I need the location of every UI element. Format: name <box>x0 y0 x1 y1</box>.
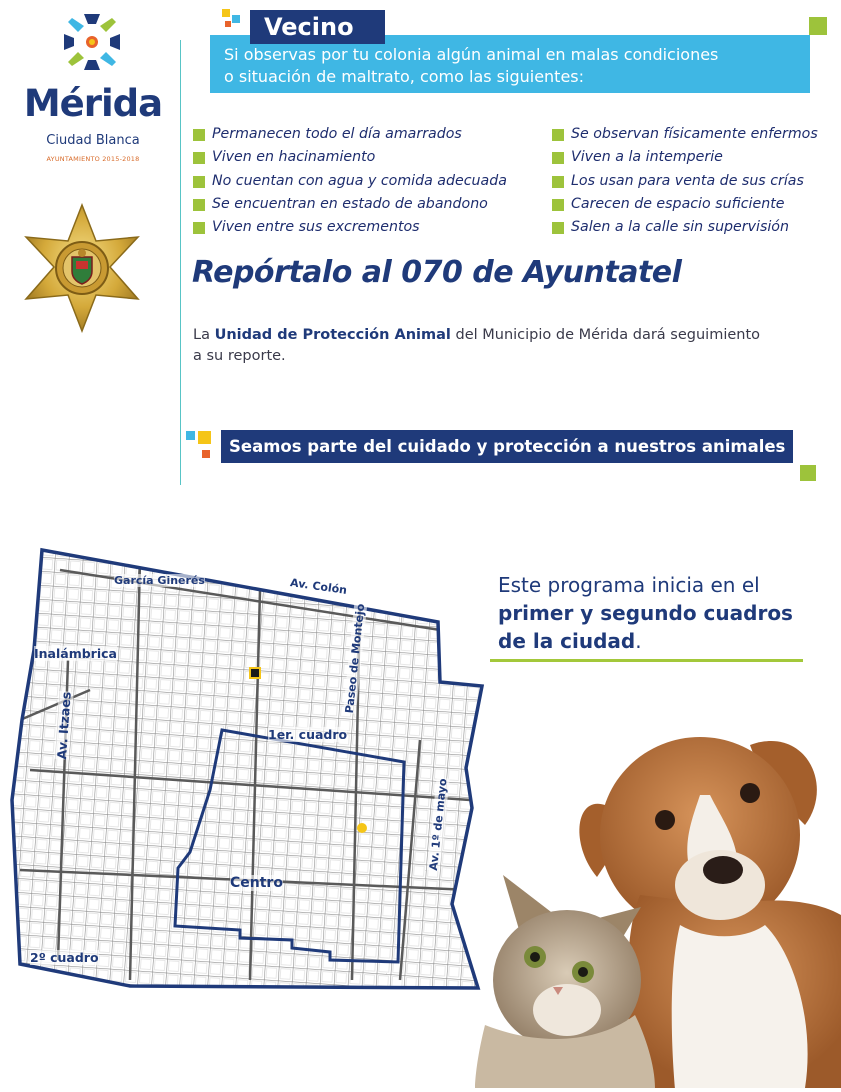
map-label-garcia-gineres: García Ginerés <box>114 574 205 587</box>
vertical-divider <box>180 40 181 485</box>
deco-square-yellow <box>222 9 230 17</box>
condition-item: Viven entre sus excrementos <box>193 219 420 235</box>
condition-item: Permanecen todo el día amarrados <box>193 126 462 142</box>
map-label-av-itzaes: Av. Itzaes <box>54 691 74 760</box>
condition-item: Se encuentran en estado de abandono <box>193 196 488 212</box>
map-label-segundo-cuadro: 2º cuadro <box>30 950 99 965</box>
bullet-square-icon <box>193 222 205 234</box>
program-underline <box>490 659 803 662</box>
unit-paragraph: La Unidad de Protección Animal del Municipio de Mérida dará seguimiento a su reporte. <box>193 327 761 364</box>
city-logo-icon <box>62 12 122 72</box>
bullet-square-icon <box>552 176 564 188</box>
map-label-inalambrica: Inalámbrica <box>34 646 117 661</box>
police-star-badge-icon <box>24 203 140 333</box>
deco-square-lime-2 <box>800 465 816 481</box>
condition-item: Los usan para venta de sus crías <box>552 173 804 189</box>
intro-text <box>224 44 809 88</box>
vecino-tab: Vecino <box>250 10 385 44</box>
deco-square-orange-2 <box>202 450 210 458</box>
slogan-banner: Seamos parte del cuidado y protección a nuestros animales <box>221 430 793 463</box>
bullet-square-icon <box>193 152 205 164</box>
program-text: Este programa inicia en el primer y segundo cuadros de la ciudad. <box>498 573 793 653</box>
condition-item: Viven a la intemperie <box>552 149 723 165</box>
brand-period: AYUNTAMIENTO 2015-2018 <box>46 155 140 163</box>
bullet-square-icon <box>552 129 564 141</box>
deco-square-orange <box>225 21 231 27</box>
map-label-av-1-mayo: Av. 1º de mayo <box>426 777 450 872</box>
map-label-centro: Centro <box>230 875 283 891</box>
bullet-square-icon <box>552 152 564 164</box>
intro-line-2: o situación de maltrato, como las siguientes: <box>224 67 585 86</box>
condition-item: Viven en hacinamiento <box>193 149 375 165</box>
condition-item: Se observan físicamente enfermos <box>552 126 818 142</box>
bullet-square-icon <box>193 199 205 211</box>
city-map <box>0 540 490 990</box>
condition-item: Carecen de espacio suficiente <box>552 196 785 212</box>
deco-square-blue-2 <box>186 431 195 440</box>
deco-square-blue <box>232 15 240 23</box>
deco-square-yellow-2 <box>198 431 211 444</box>
bullet-square-icon <box>193 129 205 141</box>
condition-item: Salen a la calle sin supervisión <box>552 219 789 235</box>
unit-name: Unidad de Protección Animal <box>214 327 451 343</box>
condition-item: No cuentan con agua y comida adecuada <box>193 173 507 189</box>
map-label-primer-cuadro: 1er. cuadro <box>268 727 348 742</box>
map-label-av-colon: Av. Colón <box>289 576 348 597</box>
street-map-svg <box>0 540 490 990</box>
bullet-square-icon <box>552 199 564 211</box>
brand-subtitle: Ciudad Blanca <box>46 133 140 148</box>
dog-and-kitten-photo <box>465 725 841 1088</box>
bullet-square-icon <box>552 222 564 234</box>
intro-line-1: Si observas por tu colonia algún animal en malas condiciones <box>224 45 719 64</box>
map-label-paseo-montejo: Paseo de Montejo <box>342 603 368 714</box>
brand-name: Mérida <box>23 82 163 125</box>
deco-square-lime <box>809 17 827 35</box>
report-headline: Repórtalo al 070 de Ayuntatel <box>192 255 682 290</box>
bullet-square-icon <box>193 176 205 188</box>
